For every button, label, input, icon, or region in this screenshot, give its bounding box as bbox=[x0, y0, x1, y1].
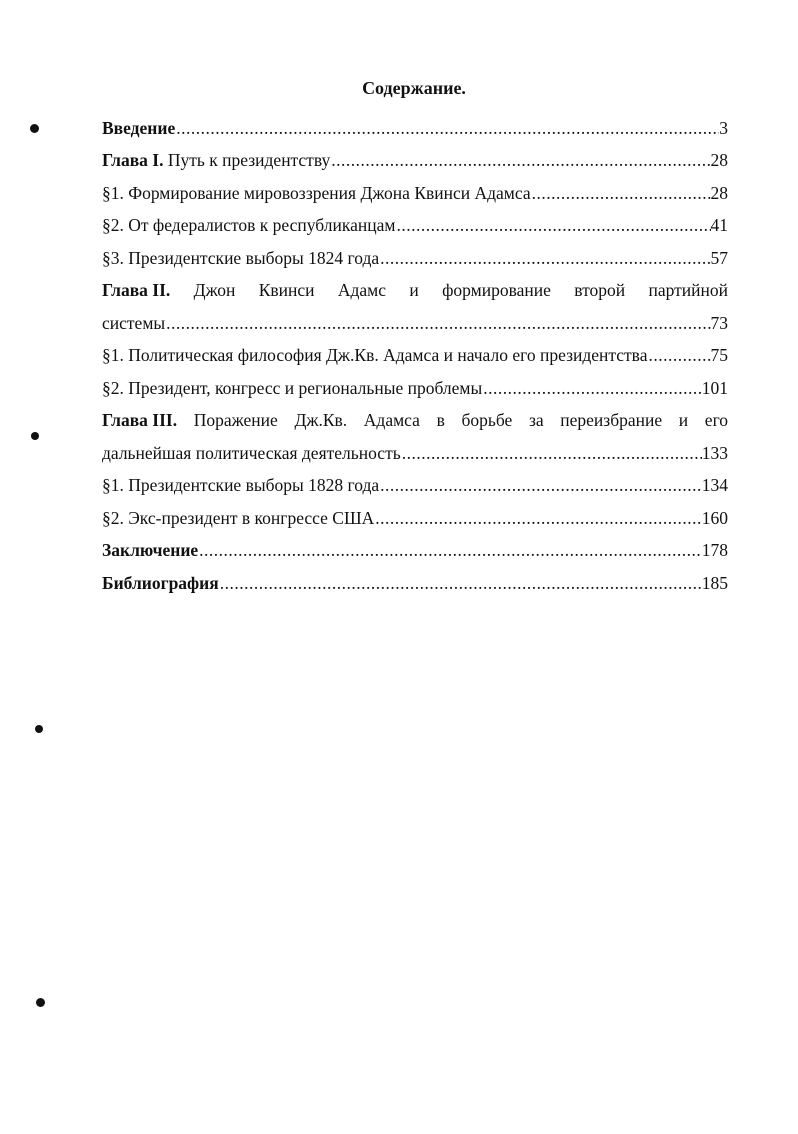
toc-word: Джон bbox=[193, 280, 236, 301]
dot-leader bbox=[401, 443, 702, 464]
toc-word: и bbox=[409, 280, 419, 301]
dot-leader bbox=[175, 118, 719, 139]
dot-leader bbox=[198, 540, 702, 561]
toc-entry-chapter-2 bbox=[102, 275, 728, 308]
toc-entry-heading: Глава III. bbox=[102, 410, 178, 431]
toc-entry-section bbox=[102, 372, 728, 405]
page-title: Содержание. bbox=[362, 78, 466, 98]
toc-word: переизбрание bbox=[560, 410, 663, 431]
dot-leader bbox=[219, 573, 702, 594]
toc-entry-text: §2. Президент, конгресс и региональные проблемы bbox=[102, 377, 483, 398]
toc-entry-page: 133 bbox=[701, 442, 728, 463]
toc-entry-section bbox=[102, 242, 728, 275]
toc-entry-section bbox=[102, 470, 728, 503]
toc-entry-section bbox=[102, 340, 728, 373]
dot-leader bbox=[330, 150, 710, 171]
toc-word: в bbox=[436, 410, 445, 431]
toc-entry-page: 178 bbox=[701, 540, 728, 561]
toc-entry-section bbox=[102, 210, 728, 243]
punch-hole-mark bbox=[36, 998, 45, 1007]
toc-entry-heading: Библиография bbox=[102, 572, 219, 593]
toc-entry-page: 28 bbox=[710, 182, 728, 203]
toc-entry-text: §1. Политическая философия Дж.Кв. Адамса и начало его президентства bbox=[102, 345, 648, 366]
toc-entry-page: 73 bbox=[710, 312, 728, 333]
toc-entry-text: Путь к президентству bbox=[163, 150, 331, 171]
toc-entry-heading: Глава I. bbox=[102, 150, 164, 171]
toc-word: Поражение bbox=[193, 410, 278, 431]
toc-entry-text: §2. От федералистов к республиканцам bbox=[102, 215, 396, 236]
toc-entry-text: системы bbox=[102, 312, 166, 333]
toc-word: Адамс bbox=[337, 280, 387, 301]
toc-word: за bbox=[528, 410, 544, 431]
dot-leader bbox=[647, 345, 710, 366]
dot-leader bbox=[379, 475, 702, 496]
toc-entry-heading: Введение bbox=[102, 117, 176, 138]
toc-word: второй bbox=[574, 280, 626, 301]
toc-entry-page: 101 bbox=[701, 377, 728, 398]
toc-entry-section bbox=[102, 502, 728, 535]
toc-entry-page: 75 bbox=[710, 345, 728, 366]
toc-entry-chapter-3 bbox=[102, 405, 728, 438]
toc-word: Квинси bbox=[258, 280, 315, 301]
dot-leader bbox=[482, 378, 701, 399]
toc-entry-page: 3 bbox=[719, 117, 728, 138]
toc-entry-text: §3. Президентские выборы 1824 года bbox=[102, 247, 380, 268]
toc-entry-text: дальнейшая политическая деятельность bbox=[102, 442, 401, 463]
toc-word: его bbox=[704, 410, 729, 431]
table-of-contents bbox=[102, 112, 728, 600]
toc-word: Дж.Кв. bbox=[294, 410, 348, 431]
toc-entry-bibliography bbox=[102, 567, 728, 600]
toc-entry-page: 41 bbox=[710, 215, 728, 236]
toc-entry-conclusion bbox=[102, 535, 728, 568]
toc-entry-text: §1. Формирование мировоззрения Джона Квинси Адамса bbox=[102, 182, 531, 203]
toc-entry-chapter-1 bbox=[102, 145, 728, 178]
toc-entry-page: 134 bbox=[701, 475, 728, 496]
toc-entry-heading: Глава II. bbox=[102, 280, 171, 301]
toc-entry-page: 28 bbox=[710, 150, 728, 171]
toc-entry-section bbox=[102, 177, 728, 210]
toc-word: Адамса bbox=[363, 410, 420, 431]
dot-leader bbox=[395, 215, 710, 236]
toc-entry-page: 160 bbox=[701, 507, 728, 528]
toc-entry-chapter-2-cont bbox=[102, 307, 728, 340]
punch-hole-mark bbox=[31, 432, 39, 440]
toc-word: формирование bbox=[442, 280, 551, 301]
toc-entry-chapter-3-cont bbox=[102, 437, 728, 470]
toc-word: и bbox=[678, 410, 689, 431]
toc-entry-page: 57 bbox=[710, 247, 728, 268]
punch-hole-mark bbox=[30, 124, 39, 133]
toc-entry-heading: Заключение bbox=[102, 540, 199, 561]
toc-entry-page: 185 bbox=[701, 572, 728, 593]
toc-entry-text: §1. Президентские выборы 1828 года bbox=[102, 475, 380, 496]
toc-word: партийной bbox=[648, 280, 728, 301]
dot-leader bbox=[531, 183, 711, 204]
toc-word: борьбе bbox=[461, 410, 513, 431]
dot-leader bbox=[165, 313, 710, 334]
toc-entry-text: §2. Экс-президент в конгрессе США bbox=[102, 507, 375, 528]
dot-leader bbox=[374, 508, 702, 529]
toc-entry-introduction bbox=[102, 112, 728, 145]
punch-hole-mark bbox=[35, 725, 43, 733]
dot-leader bbox=[379, 248, 710, 269]
